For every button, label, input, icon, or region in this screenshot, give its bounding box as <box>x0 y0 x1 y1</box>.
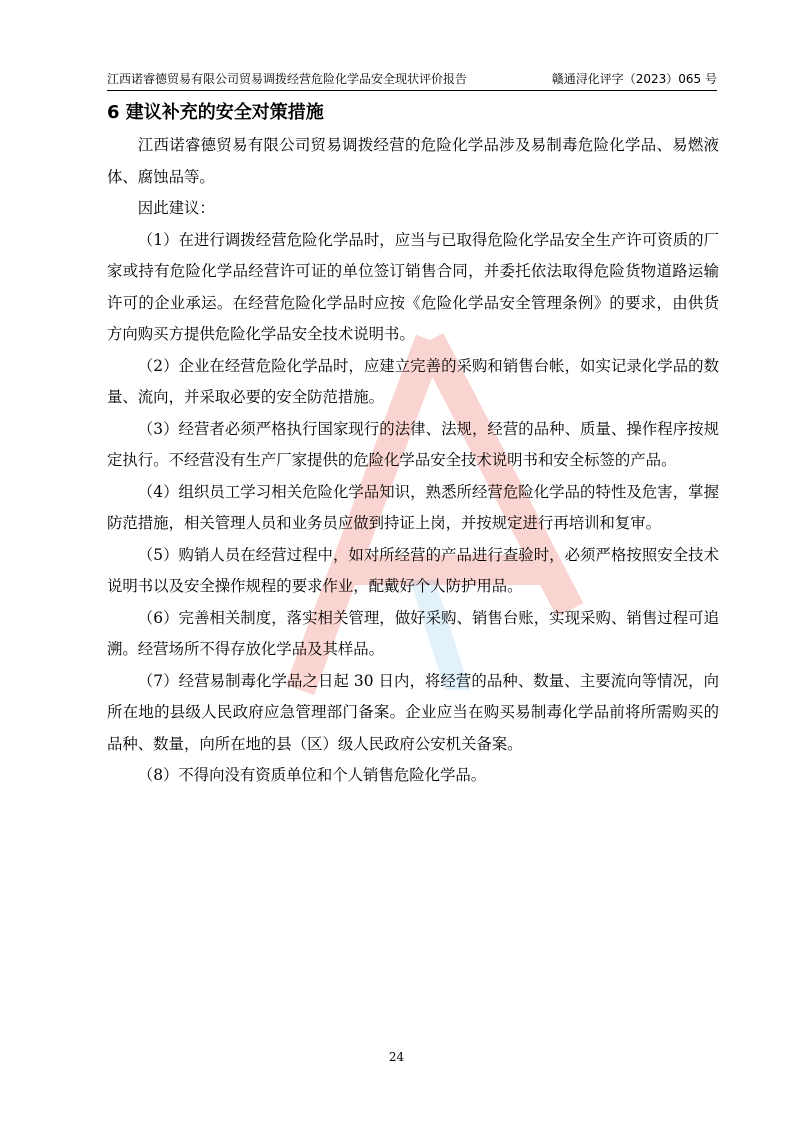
measure-item-6: （6）完善相关制度，落实相关管理，做好采购、销售台账，实现采购、销售过程可追溯。经营场所不得存放化学品及其样品。 <box>107 608 719 658</box>
measure-item-7: （7）经营易制毒化学品之日起 30 日内，将经营的品种、数量、主要流向等情况，向所在地的县级人民政府应急管理部门备案。企业应当在购买易制毒化学品前将所需购买的品种、数量，向所在地的县（区）级人民政府公安机关备案。 <box>107 671 719 753</box>
intro-paragraph: 江西诺睿德贸易有限公司贸易调拨经营的危险化学品涉及易制毒危险化学品、易燃液体、腐蚀品等。 <box>107 136 719 186</box>
suggestion-lead: 因此建议： <box>137 199 215 217</box>
page-header <box>107 70 717 91</box>
measure-item-3: （3）经营者必须严格执行国家现行的法律、法规，经营的品种、质量、操作程序按规定执行。不经营没有生产厂家提供的危险化学品安全技术说明书和安全标签的产品。 <box>107 419 719 469</box>
section-title: 6 建议补充的安全对策措施 <box>107 102 324 123</box>
header-report-title: 江西诺睿德贸易有限公司贸易调拨经营危险化学品安全现状评价报告 <box>107 72 468 86</box>
measure-item-5: （5）购销人员在经营过程中，如对所经营的产品进行查验时，必须严格按照安全技术说明书以及安全操作规程的要求作业，配戴好个人防护用品。 <box>107 545 719 595</box>
measure-item-2: （2）企业在经营危险化学品时，应建立完善的采购和销售台帐，如实记录化学品的数量、流向，并采取必要的安全防范措施。 <box>107 356 719 406</box>
page-number: 24 <box>388 1050 405 1064</box>
header-document-number: 赣通浔化评字（2023）065 号 <box>551 72 717 86</box>
measure-item-1: （1）在进行调拨经营危险化学品时，应当与已取得危险化学品安全生产许可资质的厂家或持有危险化学品经营许可证的单位签订销售合同，并委托依法取得危险货物道路运输许可的企业承运。在经营危险化学品时应按《危险化学品安全管理条例》的要求，由供货方向购买方提供危险化学品安全技术说明书。 <box>107 230 719 343</box>
body-text <box>107 130 719 792</box>
measure-item-8: （8）不得向没有资质单位和个人销售危险化学品。 <box>137 766 487 784</box>
measure-item-4: （4）组织员工学习相关危险化学品知识，熟悉所经营危险化学品的特性及危害，掌握防范措施，相关管理人员和业务员应做到持证上岗，并按规定进行再培训和复审。 <box>107 482 719 532</box>
